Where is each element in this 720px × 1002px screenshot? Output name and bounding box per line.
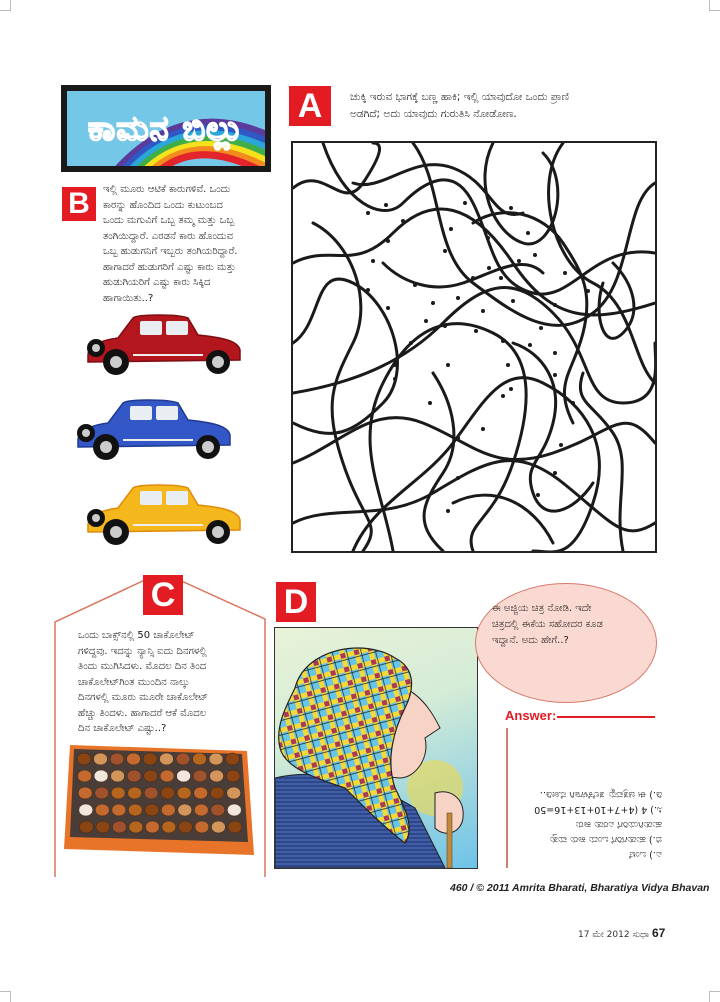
- chocolate-piece: [79, 804, 93, 816]
- magazine-name: ಸುಧಾ: [632, 930, 650, 940]
- answer-line-b: ಬಿ.) ಹುಡುಗರಿಗೆ ಒಂದು ಕಾರು ಮತ್ತು: [549, 834, 662, 845]
- chocolate-piece: [178, 821, 192, 833]
- chocolate-piece: [193, 770, 207, 782]
- chocolate-piece: [145, 804, 159, 816]
- chocolate-piece: [128, 804, 142, 816]
- chocolate-piece: [110, 753, 124, 765]
- answer-vertical-rule: [506, 728, 508, 868]
- question-line: ದಿನ ಚಾಕೊಲೇಟ್ ಎಷ್ಟು..?: [78, 723, 167, 734]
- dot-coloring-puzzle: [291, 141, 657, 553]
- chocolate-piece: [160, 770, 174, 782]
- chocolate-piece: [195, 821, 209, 833]
- chocolate-piece: [128, 787, 142, 799]
- section-c-label: C: [143, 575, 183, 615]
- chocolate-piece: [96, 821, 110, 833]
- chocolate-piece: [95, 804, 109, 816]
- maze-lines-icon: [293, 143, 655, 551]
- chocolate-piece: [227, 804, 241, 816]
- section-a-label: A: [289, 86, 331, 126]
- section-b-label: B: [62, 187, 96, 221]
- chocolate-piece: [228, 821, 242, 833]
- question-line: ತಂಗಿಯಿದ್ದಾರೆ. ಎರಡನೆ ಕಾರು ಹೊಂದುವ: [103, 230, 233, 242]
- chocolate-piece: [177, 787, 191, 799]
- chocolate-piece: [161, 804, 175, 816]
- chocolate-piece: [161, 787, 175, 799]
- page-footer: [578, 926, 665, 940]
- question-line: ಹುಡುಗಿಯರಿಗೆ ಎಷ್ಟು ಕಾರು ಸಿಕ್ಕಿದ: [103, 277, 211, 288]
- chocolate-piece: [94, 770, 108, 782]
- section-c-question: [78, 628, 268, 737]
- question-line: ಹೆಚ್ಚು ತಿಂದಳು. ಹಾಗಾದರೆ ಆಕೆ ಮೊದಲ: [78, 707, 207, 719]
- chocolate-piece: [177, 770, 191, 782]
- chocolate-piece: [211, 821, 225, 833]
- question-line: ದಿನಗಳಲ್ಲಿ ಮೂರು ಮೂರೇ ಚಾಕೊಲೇಟ್: [78, 692, 208, 703]
- chocolate-piece: [79, 821, 93, 833]
- question-line: ಅಡಗಿದೆ; ಅದು ಯಾವುದು ಗುರುತಿಸಿ ನೋಡೋಣ.: [350, 107, 517, 120]
- chocolate-piece: [211, 804, 225, 816]
- question-line: ತಿಂದು ಮುಗಿಸಿದಳು. ಮೊದಲ ದಿನ ತಿಂದ: [78, 661, 207, 672]
- chocolate-piece: [145, 821, 159, 833]
- answer-heading: Answer:: [505, 708, 557, 723]
- title-banner: [61, 85, 271, 172]
- chocolate-piece: [111, 770, 125, 782]
- question-line: ಒಂದು ಮಗುವಿಗೆ ಒಬ್ಬ ತಮ್ಮ ಮತ್ತು ಒಬ್ಬ: [103, 215, 235, 226]
- question-line: ಚುಕ್ಕಿ ಇರುವ ಭಾಗಕ್ಕೆ ಬಣ್ಣ ಹಾಕಿ; ಇಲ್ಲಿ ಯಾವುದೋ ಒಂದು ಪ್ರಾಣಿ: [350, 91, 570, 103]
- answer-line-a: ಎ.) ಒಂಟೆ: [628, 849, 662, 860]
- answer-text-upside-down: [512, 762, 662, 862]
- section-d-question: [492, 601, 647, 649]
- chocolate-piece: [162, 821, 176, 833]
- question-line: ಒಬ್ಬ ಹುಡುಗನಿಗೆ ಇಬ್ಬರು ತಂಗಿಯರಿದ್ದಾರೆ.: [103, 246, 238, 257]
- chocolate-piece: [178, 804, 192, 816]
- chocolate-piece: [226, 753, 240, 765]
- chocolate-piece: [226, 770, 240, 782]
- chocolate-piece: [94, 753, 108, 765]
- question-line: ಇಲ್ಲಿ ಮೂರು ಆಟಿಕೆ ಕಾರುಗಳಿವೆ. ಒಂದು: [103, 184, 231, 195]
- chocolate-piece: [144, 770, 158, 782]
- yellow-car-icon: [78, 480, 248, 550]
- chocolate-piece: [176, 753, 190, 765]
- section-a-question: [350, 89, 660, 122]
- chocolate-piece: [227, 787, 241, 799]
- chocolate-piece: [210, 770, 224, 782]
- chocolate-piece: [209, 753, 223, 765]
- crop-mark: [0, 991, 11, 1002]
- chocolate-piece: [210, 787, 224, 799]
- crop-mark: [0, 0, 11, 11]
- page-title: ಕಾಮನ ಬಿಲ್ಲು: [87, 109, 245, 149]
- chocolate-piece: [112, 804, 126, 816]
- question-line: ಇದ್ದಾನೆ. ಅದು ಹೇಗೆ..?: [492, 635, 569, 646]
- issue-date: 17 ಮೇ 2012: [578, 930, 630, 940]
- chocolate-piece: [111, 787, 125, 799]
- chocolate-box-image: [62, 737, 257, 862]
- question-line: ಕಾರನ್ನು ಹೊಂದಿದ ಒಂದು ಕುಟುಂಬದ: [103, 199, 223, 211]
- chocolate-piece: [78, 787, 92, 799]
- blue-car-icon: [68, 395, 238, 465]
- chocolate-piece: [127, 753, 141, 765]
- chocolate-piece: [144, 787, 158, 799]
- chocolate-piece: [129, 821, 143, 833]
- crop-mark: [709, 0, 720, 11]
- chocolate-piece: [194, 787, 208, 799]
- page-number: 67: [651, 926, 666, 940]
- chocolate-piece: [194, 804, 208, 816]
- section-b-question: [103, 182, 283, 306]
- chocolate-piece: [143, 753, 157, 765]
- section-d-label: D: [276, 582, 316, 622]
- chocolate-piece: [95, 787, 109, 799]
- question-line: ಒಂದು ಬಾಕ್ಸ್‌ನಲ್ಲಿ 50 ಚಾಕೊಲೇಟ್: [78, 630, 195, 641]
- old-woman-illustration: [274, 627, 478, 869]
- chocolate-piece: [193, 753, 207, 765]
- question-line: ಹಾಗಾದರೆ ಹುಡುಗರಿಗೆ ಎಷ್ಟು ಕಾರು ಮತ್ತು: [103, 261, 236, 273]
- question-line: ಈ ಅಜ್ಜಿಯ ಚಿತ್ರ ನೋಡಿ. ಇದೇ: [492, 603, 592, 614]
- crop-mark: [709, 991, 720, 1002]
- answer-line-c: ಸಿ.) 4 (4+7+10+13+16=50: [534, 804, 662, 815]
- question-line: ಚಿತ್ರದಲ್ಲಿ ಈಕೆಯ ಸಹೋದರ ಕೂಡ: [492, 619, 603, 630]
- copyright-credit: 460 / © 2011 Amrita Bharati, Bharatiya Vidya Bhavan: [450, 882, 710, 894]
- question-line: ಹಾಗಾಯಿತು..?: [103, 292, 154, 304]
- chocolate-piece: [160, 753, 174, 765]
- question-line: ಚಾಕೊಲೇಟ್‌ಗಿಂತ ಮುಂದಿನ ನಾಲ್ಕು: [78, 676, 190, 688]
- chocolate-piece: [112, 821, 126, 833]
- answer-line-d: ಡಿ.) ಈ ಚಿತ್ರವನ್ನು ತಲೆಕೆಳಗಾಗಿ ನೋಡಿ..: [539, 789, 662, 800]
- question-line: ಗಳಿದ್ದವು. ಇದನ್ನು ನ್ಯಾನ್ಸಿ ಐದು ದಿನಗಳಲ್ಲಿ: [78, 645, 207, 657]
- chocolate-piece: [77, 753, 91, 765]
- rainbow-banner-icon: [67, 91, 265, 166]
- chocolate-piece: [78, 770, 92, 782]
- red-car-icon: [78, 310, 248, 380]
- answer-line-b-cont: ಹುಡುಗಿಯರಿಗೆ ಎರಡು ಕಾರು: [575, 819, 662, 830]
- chocolate-piece: [127, 770, 141, 782]
- answer-divider: [557, 716, 655, 718]
